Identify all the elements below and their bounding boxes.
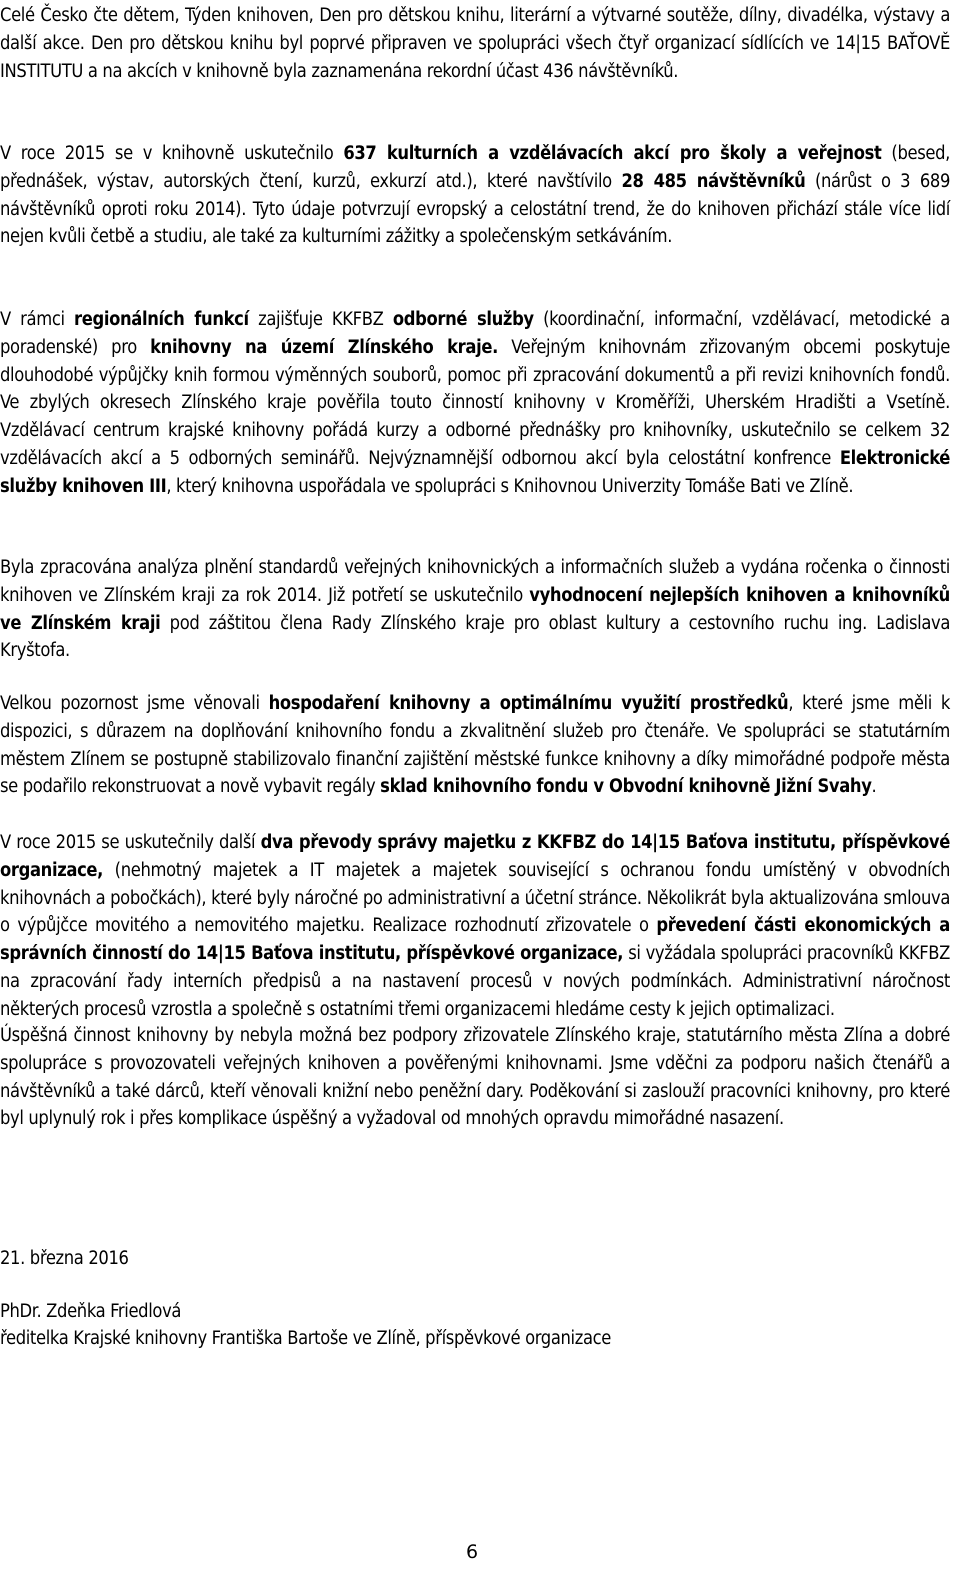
text-run: (besed, přednášek, výstav, autorských čtení, kurzů, exkurzí atd.), které navštívilo <box>0 143 950 192</box>
paragraph-4 <box>0 554 950 665</box>
text-run: , který knihovna uspořádala ve spolupráci s Knihovnou Univerzity Tomáše Bati ve Zlíně. <box>166 475 854 497</box>
bold-text: knihovny na území Zlínského kraje. <box>150 336 498 358</box>
text-run: Celé Česko čte dětem, Týden knihoven, Den pro dětskou knihu, literární a výtvarné soutěže, dílny, divadélka, výstavy a další akce. Den pro dětskou knihu byl poprvé připraven ve spolupráci všech čtyř organizací sídlících ve 14|15 BAŤOVĚ INSTITUTU a na akcích v knihovně byla zaznamenána rekordní účast 436 návštěvníků. <box>0 5 950 82</box>
paragraph-6 <box>0 829 950 1024</box>
text-run: V roce 2015 se v knihovně uskutečnilo <box>0 143 344 164</box>
bold-text: 637 kulturních a vzdělávacích akcí pro školy a veřejnost <box>343 143 882 164</box>
bold-text: regionálních funkcí <box>74 309 249 330</box>
paragraph-7 <box>0 1022 950 1133</box>
paragraph-1 <box>0 2 950 85</box>
bold-text: 28 485 návštěvníků <box>621 170 806 192</box>
closing-date: 21. března 2016 <box>0 1248 129 1269</box>
bold-text: dva převody správy majetku z KKFBZ do 14|15 Baťova institutu, příspěvkové organizace, <box>0 832 950 881</box>
text-run: V roce 2015 se uskutečnily další <box>0 832 261 853</box>
text-run: zajišťuje KKFBZ <box>248 309 393 330</box>
page-number: 6 <box>466 1541 479 1563</box>
text-run: Byla zpracována analýza plnění standardů veřejných knihovnických a informačních služeb a vydána ročenka o činnosti knihoven ve Zlínském kraji za rok 2014. Již potřetí se uskutečnilo <box>0 557 950 606</box>
text-run: Velkou pozornost jsme věnovali <box>0 693 269 714</box>
text-run: V rámci <box>0 309 74 330</box>
text-run: , které jsme měli k dispozici, s důrazem na doplňování knihovního fondu a zkvalitnění služeb pro čtenáře. Ve spolupráci se statutárním městem Zlínem se postupně stabilizovalo finanční zajištění městské funkce knihovny a díky mimořádné podpoře města se podařilo rekonstruovat a nově vybavit regály <box>0 693 950 798</box>
text-run: (koordinační, informační, vzdělávací, metodické a poradenské) pro <box>0 309 950 358</box>
text-run: (nehmotný majetek a IT majetek a majetek související s ochranou fondu umístěný v obvodních knihovnách a pobočkách), které byly náročné po administrativní a účetní stránce. Několikrát byla aktualizována smlouva o výpůjčce movitého a nemovitého majetku. Realizace rozhodnutí zřizovatele o <box>0 859 950 937</box>
text-run: . <box>871 776 877 798</box>
text-run: si vyžádala spolupráci pracovníků KKFBZ na zpracování řady interních předpisů a na nastavení procesů v nových podmínkách. Administrativní náročnost některých procesů vzrostla a společně s ostatními třemi organizacemi hledáme cesty k jejich optimalizaci. <box>0 943 950 1020</box>
signatory-name: PhDr. Zdeňka Friedlová <box>0 1301 182 1322</box>
signatory-title: ředitelka Krajské knihovny Františka Bartoše ve Zlíně, příspěvkové organizace <box>0 1328 612 1349</box>
paragraph-3 <box>0 306 950 501</box>
text-run: Úspěšná činnost knihovny by nebyla možná bez podpory zřizovatele Zlínského kraje, statutárního města Zlína a dobré spolupráce s provozovateli veřejných knihoven a pověřenými knihovnami. Jsme vděčni za podporu našich čtenářů a návštěvníků a také dárců, kteří věnovali knižní nebo peněžní dary. Poděkování si zaslouží pracovníci knihovny, pro které byl uplynulý rok i přes komplikace úspěšný a vyžadoval od mnohých opravdu mimořádné nasazení. <box>0 1025 950 1130</box>
bold-text: vyhodnocení nejlepších knihoven a knihovníků ve Zlínském kraji <box>0 584 950 634</box>
text-run: Veřejným knihovnám zřizovaným obcemi poskytuje dlouhodobé výpůjčky knih formou výměnných souborů, pomoc při zpracování dokumentů a při revizi knihovních fondů. Ve zbylých okresech Zlínského kraje pověřila touto činností knihovny v Kroměříži, Uherském Hradišti a Vsetíně. Vzdělávací centrum krajské knihovny pořádá kurzy a odborné přednášky pro knihovníky, uskutečnilo se celkem 32 vzdělávacích akcí a 5 odborných seminářů. Nejvýznamnější odbornou akcí byla celostátní konfrence <box>0 336 950 469</box>
text-run: pod záštitou člena Rady Zlínského kraje pro oblast kultury a cestovního ruchu ing. Ladislava Kryštofa. <box>0 612 951 662</box>
bold-text: odborné služby <box>392 309 534 330</box>
bold-text: sklad knihovního fondu v Obvodní knihovně Jižní Svahy <box>380 776 872 798</box>
text-run: (nárůst o 3 689 návštěvníků oproti roku 2014). Tyto údaje potvrzují evropský a celostátní trend, že do knihoven přichází stále více lidí nejen kvůli četbě a studiu, ale také za kulturními zážitky a společenským setkáváním. <box>0 170 951 248</box>
bold-text: hospodaření knihovny a optimálnímu využití prostředků <box>268 693 789 714</box>
paragraph-5 <box>0 690 950 801</box>
bold-text: Elektronické služby knihoven III <box>0 447 950 497</box>
paragraph-2 <box>0 140 950 251</box>
bold-text: převedení části ekonomických a správních činností do 14|15 Baťova institutu, příspěvkové organizace, <box>0 915 950 965</box>
